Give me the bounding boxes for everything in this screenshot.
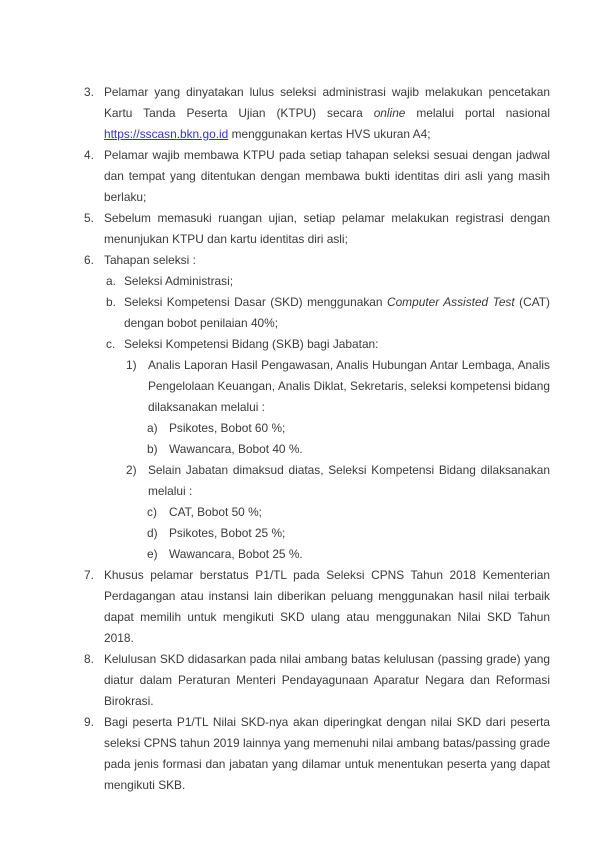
item-marker: c. xyxy=(106,337,116,351)
item-marker: 1) xyxy=(126,358,137,372)
item-marker: b. xyxy=(106,295,116,309)
item-text: Wawancara, Bobot 40 %. xyxy=(169,442,303,456)
item-text: Analis Laporan Hasil Pengawasan, Analis Hubungan Antar Lembaga, Analis Pengelolaan Keuangan, Analis Diklat, Sekretaris, seleksi kompetensi bidang dilaksanakan melalui : xyxy=(148,358,550,414)
list-item-6c1a xyxy=(147,418,550,439)
item-marker: 3. xyxy=(84,85,94,99)
italic-text: online xyxy=(373,106,406,120)
item-marker: 8. xyxy=(84,652,94,666)
list-item-6c2 xyxy=(126,460,550,502)
list-item-5 xyxy=(84,208,550,250)
item-text: Pelamar wajib membawa KTPU pada setiap tahapan seleksi sesuai dengan jadwal dan tempat yang ditentukan dengan membawa bukti identitas diri asli yang masih berlaku; xyxy=(104,148,550,204)
list-item-8 xyxy=(84,649,550,712)
item-text: Sebelum memasuki ruangan ujian, setiap pelamar melakukan registrasi dengan menunjukan KTPU dan kartu identitas diri asli; xyxy=(104,211,550,246)
list-item-6c1 xyxy=(126,355,550,418)
item-text xyxy=(124,292,550,334)
item-text: CAT, Bobot 50 %; xyxy=(169,505,262,519)
list-item-6b xyxy=(106,292,550,334)
list-item-4 xyxy=(84,145,550,208)
text-segment: melalui portal nasional xyxy=(405,106,550,120)
item-text: Tahapan seleksi : xyxy=(104,253,196,267)
italic-text: Computer Assisted Test xyxy=(386,295,515,309)
item-marker: 7. xyxy=(84,568,94,582)
item-marker: c) xyxy=(147,505,157,519)
item-marker: 6. xyxy=(84,253,94,267)
list-item-6 xyxy=(84,250,550,271)
list-item-6c2d xyxy=(147,523,550,544)
list-item-6c1b xyxy=(147,439,550,460)
item-text: Psikotes, Bobot 60 %; xyxy=(169,421,286,435)
item-marker: 5. xyxy=(84,211,94,225)
item-text: Khusus pelamar berstatus P1/TL pada Seleksi CPNS Tahun 2018 Kementerian Perdagangan atau instansi lain diberikan peluang menggunakan hasil nilai terbaik dapat memilih untuk mengikuti SKD ulang atau menggunakan Nilai SKD Tahun 2018. xyxy=(104,568,550,645)
list-item-9 xyxy=(84,712,550,796)
item-marker: e) xyxy=(147,547,158,561)
item-text: Selain Jabatan dimaksud diatas, Seleksi Kompetensi Bidang dilaksanakan melalui : xyxy=(148,463,550,498)
list-item-3 xyxy=(84,82,550,145)
list-item-6c xyxy=(106,334,550,355)
text-segment: menggunakan kertas HVS ukuran A4; xyxy=(228,127,431,141)
list-item-6a xyxy=(106,271,550,292)
item-text: Psikotes, Bobot 25 %; xyxy=(169,526,286,540)
text-segment: (CAT) dengan bobot penilaian 40%; xyxy=(124,295,550,330)
item-text: Bagi peserta P1/TL Nilai SKD-nya akan diperingkat dengan nilai SKD dari peserta seleksi CPNS tahun 2019 lainnya yang memenuhi nilai ambang batas/passing grade pada jenis formasi dan jabatan yang dilamar untuk menentukan peserta yang dapat mengikuti SKB. xyxy=(104,715,550,792)
text-segment: Seleksi Kompetensi Dasar (SKD) menggunakan xyxy=(124,295,387,309)
item-marker: a. xyxy=(106,274,116,288)
item-marker: b) xyxy=(147,442,158,456)
item-text: Seleksi Administrasi; xyxy=(124,274,234,288)
item-marker: 4. xyxy=(84,148,94,162)
item-text: Seleksi Kompetensi Bidang (SKB) bagi Jabatan: xyxy=(124,337,379,351)
list-item-6c2e xyxy=(147,544,550,565)
item-text xyxy=(104,82,550,145)
item-marker: a) xyxy=(147,421,158,435)
list-item-7 xyxy=(84,565,550,649)
item-text: Wawancara, Bobot 25 %. xyxy=(169,547,303,561)
item-text: Kelulusan SKD didasarkan pada nilai ambang batas kelulusan (passing grade) yang diatur dalam Peraturan Menteri Pendayagunaan Aparatur Negara dan Reformasi Birokrasi. xyxy=(104,652,550,708)
item-marker: d) xyxy=(147,526,158,540)
sscasn-portal-link[interactable]: https://sscasn.bkn.go.id xyxy=(104,127,229,141)
item-marker: 2) xyxy=(126,463,137,477)
item-marker: 9. xyxy=(84,715,94,729)
list-item-6c2c xyxy=(147,502,550,523)
text-segment: Pelamar yang dinyatakan lulus seleksi administrasi wajib melakukan pencetakan Kartu Tanda Peserta Ujian (KTPU) secara xyxy=(104,85,550,120)
